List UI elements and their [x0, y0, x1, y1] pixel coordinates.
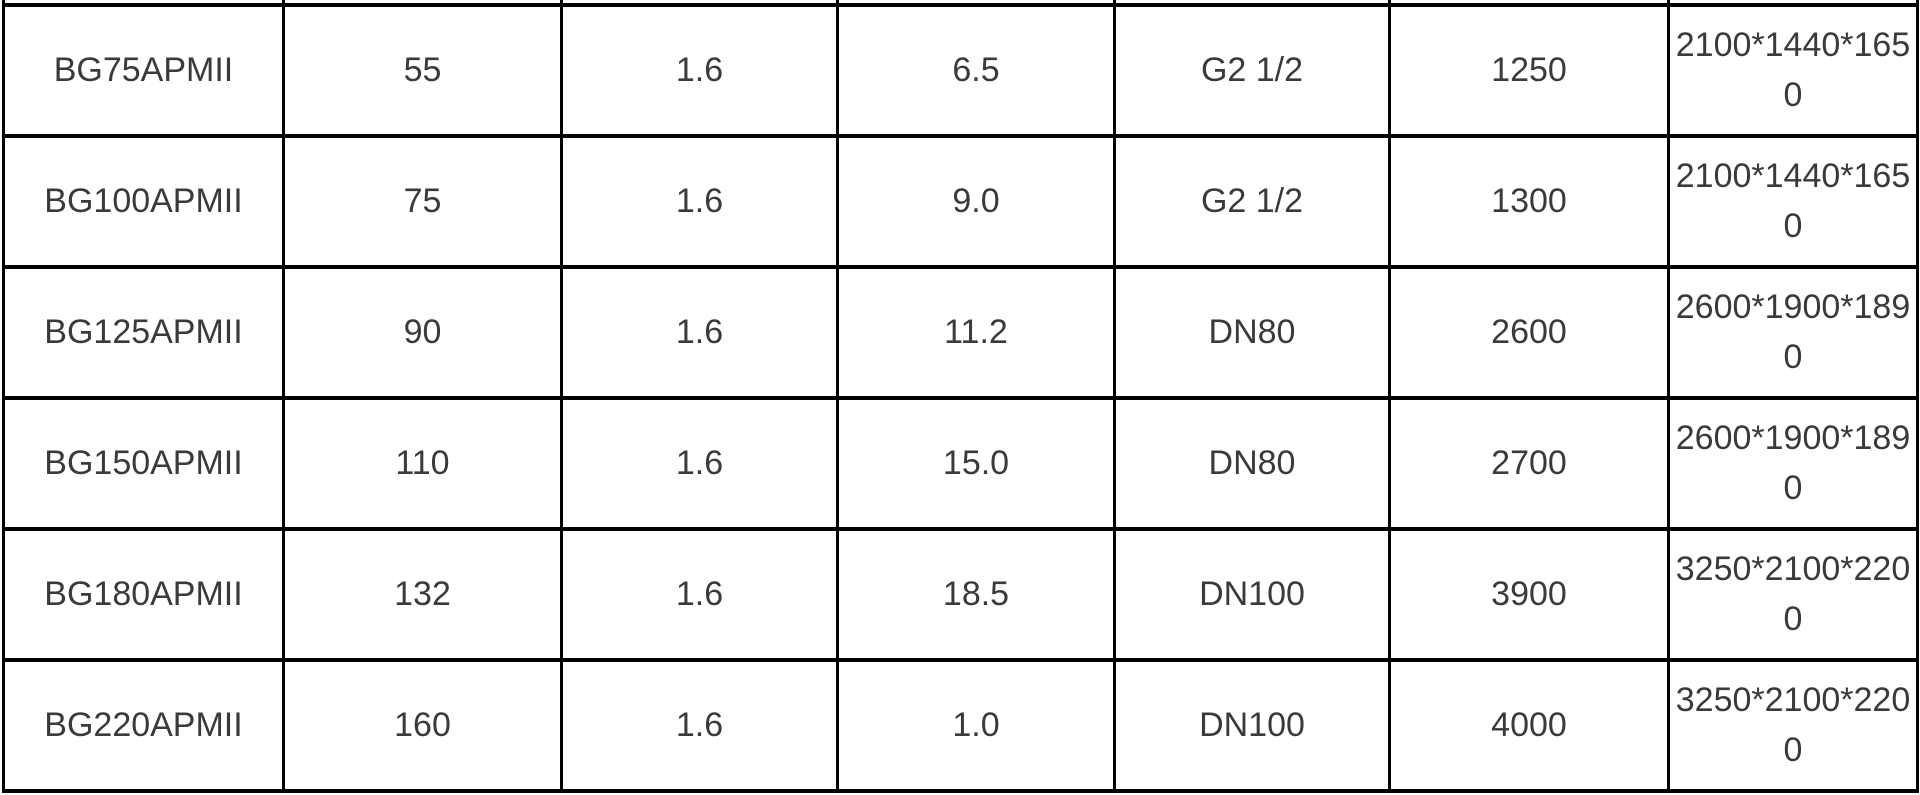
table-cell-model: BG220APMII	[4, 660, 284, 791]
table-cell: 132	[284, 529, 562, 660]
table-cell: 1.6	[562, 5, 838, 136]
table-cell: DN80	[1115, 398, 1390, 529]
table-cell-model: BG150APMII	[4, 398, 284, 529]
table-cell: 1.0	[838, 660, 1115, 791]
table-cell: 1300	[1390, 136, 1669, 267]
table-cell: 1250	[1390, 5, 1669, 136]
table-cell: 9.0	[838, 136, 1115, 267]
table-row	[4, 529, 1918, 660]
table-row	[4, 267, 1918, 398]
table-cell: G2 1/2	[1115, 5, 1390, 136]
spec-table	[2, 0, 1919, 793]
table-cell-model: BG100APMII	[4, 136, 284, 267]
table-cell: 160	[284, 660, 562, 791]
table-cell: 2700	[1390, 398, 1669, 529]
table-row	[4, 660, 1918, 791]
table-cell: 15.0	[838, 398, 1115, 529]
table-cell-dimensions: 3250*2100*2200	[1669, 660, 1918, 791]
table-cell-model: BG75APMII	[4, 5, 284, 136]
table-cell-model: BG180APMII	[4, 529, 284, 660]
table-cell: 11.2	[838, 267, 1115, 398]
table-cell-dimensions: 2100*1440*1650	[1669, 5, 1918, 136]
table-cell: 75	[284, 136, 562, 267]
table-cell: 6.5	[838, 5, 1115, 136]
table-cell: 2600	[1390, 267, 1669, 398]
table-cell: 3900	[1390, 529, 1669, 660]
table-cell-dimensions: 3250*2100*2200	[1669, 529, 1918, 660]
table-row	[4, 398, 1918, 529]
table-cell: 1.6	[562, 398, 838, 529]
table-row	[4, 5, 1918, 136]
table-cell-dimensions: 2100*1440*1650	[1669, 136, 1918, 267]
table-cell: 1.6	[562, 529, 838, 660]
table-cell: 1.6	[562, 267, 838, 398]
table-row	[4, 136, 1918, 267]
table-cell-dimensions: 2600*1900*1890	[1669, 398, 1918, 529]
table-cell: 1.6	[562, 660, 838, 791]
table-cell: 4000	[1390, 660, 1669, 791]
table-cell: 90	[284, 267, 562, 398]
table-cell: 1.6	[562, 136, 838, 267]
table-cell-model: BG125APMII	[4, 267, 284, 398]
table-cell: 110	[284, 398, 562, 529]
table-cell: G2 1/2	[1115, 136, 1390, 267]
table-cell: DN100	[1115, 529, 1390, 660]
table-cell: 55	[284, 5, 562, 136]
table-cell: DN100	[1115, 660, 1390, 791]
table-cell: DN80	[1115, 267, 1390, 398]
table-cell: 18.5	[838, 529, 1115, 660]
table-cell-dimensions: 2600*1900*1890	[1669, 267, 1918, 398]
